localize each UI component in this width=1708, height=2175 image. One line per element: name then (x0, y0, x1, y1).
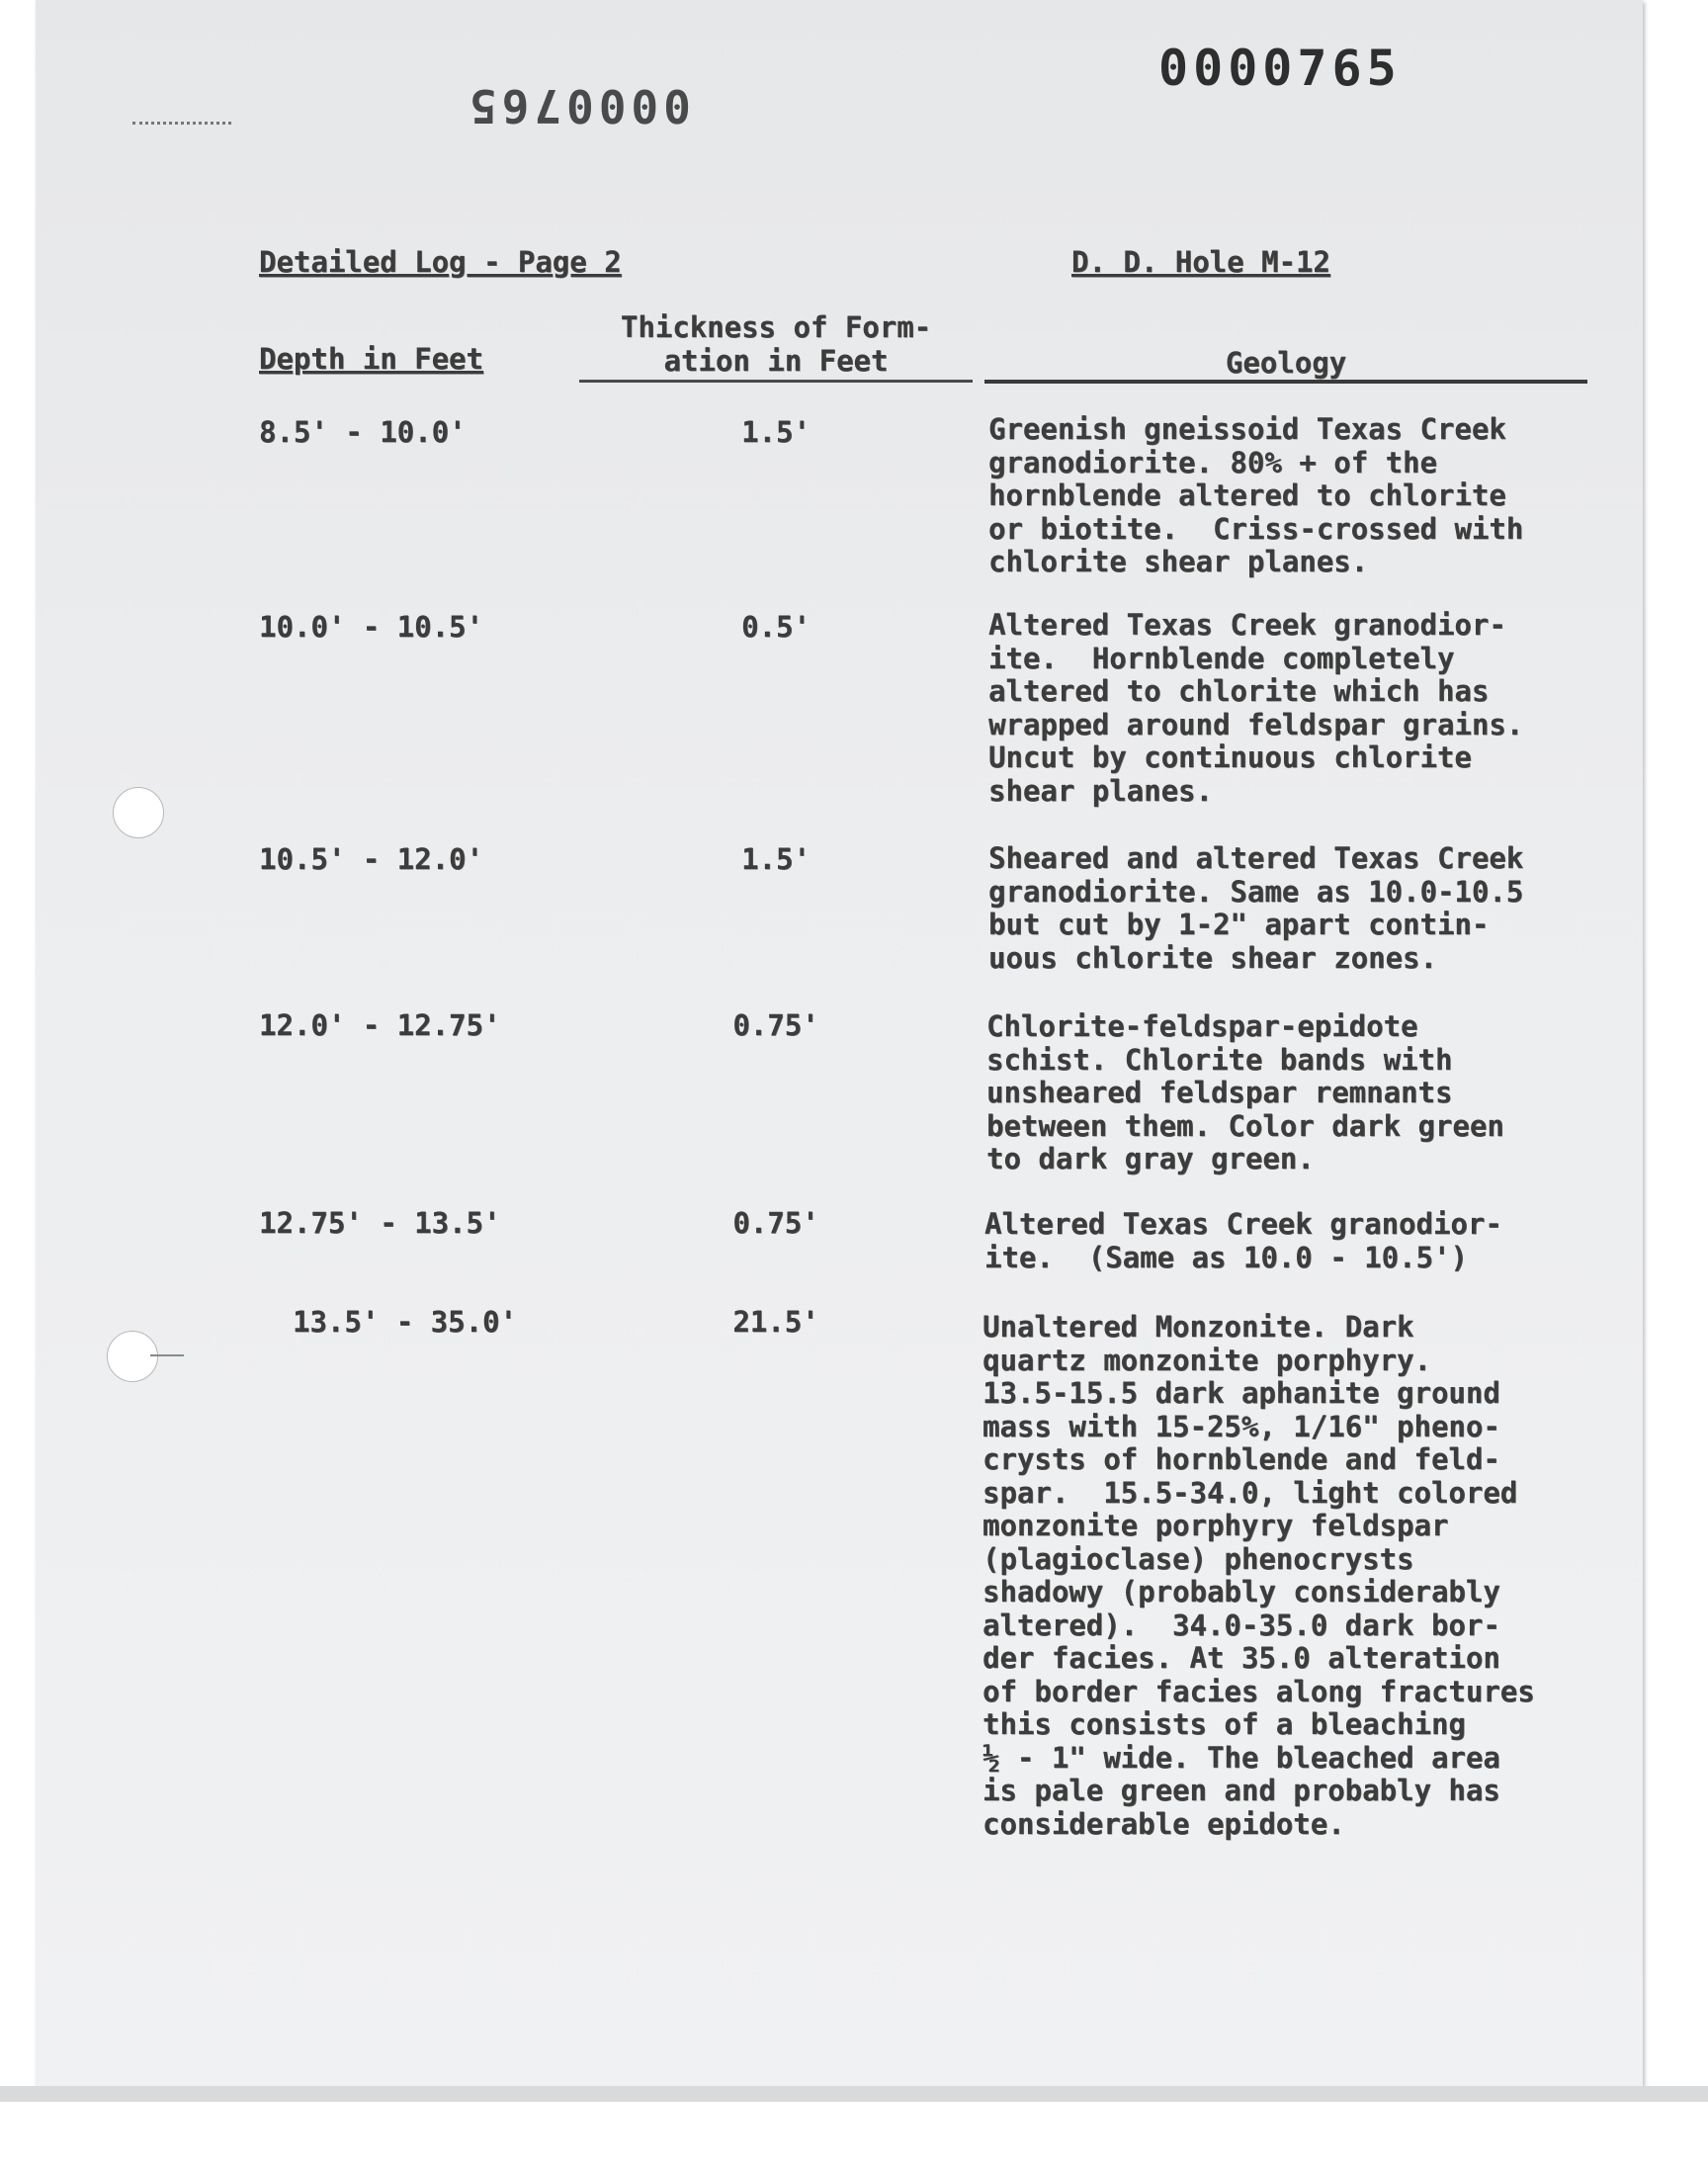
table-row-depth: 13.5' - 35.0' (293, 1305, 517, 1339)
column-header-depth: Depth in Feet (259, 342, 483, 376)
table-row-depth: 10.0' - 10.5' (259, 610, 483, 644)
thickness-header-rule (579, 380, 973, 383)
table-row-depth: 10.5' - 12.0' (259, 842, 483, 876)
column-header-thickness (579, 310, 973, 378)
column-header-thickness-line2: ation in Feet (663, 344, 889, 378)
table-row-depth: 8.5' - 10.0' (259, 415, 467, 449)
table-row-geology: Altered Texas Creek granodior- ite. Hornblende completely altered to chlorite which has wrapped around feldspar grains. Uncut by continuous chlorite shear planes. (988, 608, 1524, 808)
table-row-thickness: 0.75' (732, 1206, 819, 1240)
log-title: Detailed Log - Page 2 (259, 245, 622, 279)
column-header-thickness-line1: Thickness of Form- (620, 310, 932, 344)
geology-header-rule (984, 380, 1587, 384)
table-row-geology: Unaltered Monzonite. Dark quartz monzonite porphyry. 13.5-15.5 dark aphanite ground mass with 15-25%, 1/16" pheno- crysts of hornblende and feld- spar. 15.5-34.0, light colored monzonite porphyry feldspar (plagioclase) phenocrysts shadowy (probably considerably altered). 34.0-35.0 dark bor- der facies. At 35.0 alteration of border facies along fractures this consists of a bleaching ½ - 1" wide. The bleached area is pale green and probably has considerable epidote. (982, 1310, 1535, 1841)
table-row-thickness: 0.75' (732, 1008, 819, 1042)
punch-hole-mark (150, 1354, 184, 1356)
hole-id: D. D. Hole M-12 (1071, 245, 1330, 279)
table-row-thickness: 0.5' (741, 610, 811, 644)
table-row-thickness: 21.5' (732, 1305, 819, 1339)
punch-hole-top (113, 787, 164, 838)
table-row-thickness: 1.5' (741, 415, 811, 449)
document-number: 0000765 (1158, 40, 1402, 97)
column-header-geology: Geology (1225, 346, 1347, 380)
table-row-geology: Altered Texas Creek granodior- ite. (Same as 10.0 - 10.5') (984, 1207, 1502, 1274)
table-row-geology: Chlorite-feldspar-epidote schist. Chlorite bands with unsheared feldspar remnants between them. Color dark green to dark gray green. (986, 1009, 1504, 1175)
table-row-geology: Greenish gneissoid Texas Creek granodiorite. 80% + of the hornblende altered to chlorite or biotite. Criss-crossed with chlorite shear planes. (988, 412, 1524, 578)
scan-edge (0, 2086, 1708, 2102)
pencil-mark (132, 122, 231, 128)
table-row-depth: 12.0' - 12.75' (259, 1008, 501, 1042)
table-row-thickness: 1.5' (741, 842, 811, 876)
table-row-depth: 12.75' - 13.5' (259, 1206, 501, 1240)
document-number-bleedthrough: 0000765 (465, 79, 691, 132)
punch-hole-bottom (107, 1331, 158, 1382)
table-row-geology: Sheared and altered Texas Creek granodiorite. Same as 10.0-10.5 but cut by 1-2" apart contin- uous chlorite shear zones. (988, 841, 1524, 975)
